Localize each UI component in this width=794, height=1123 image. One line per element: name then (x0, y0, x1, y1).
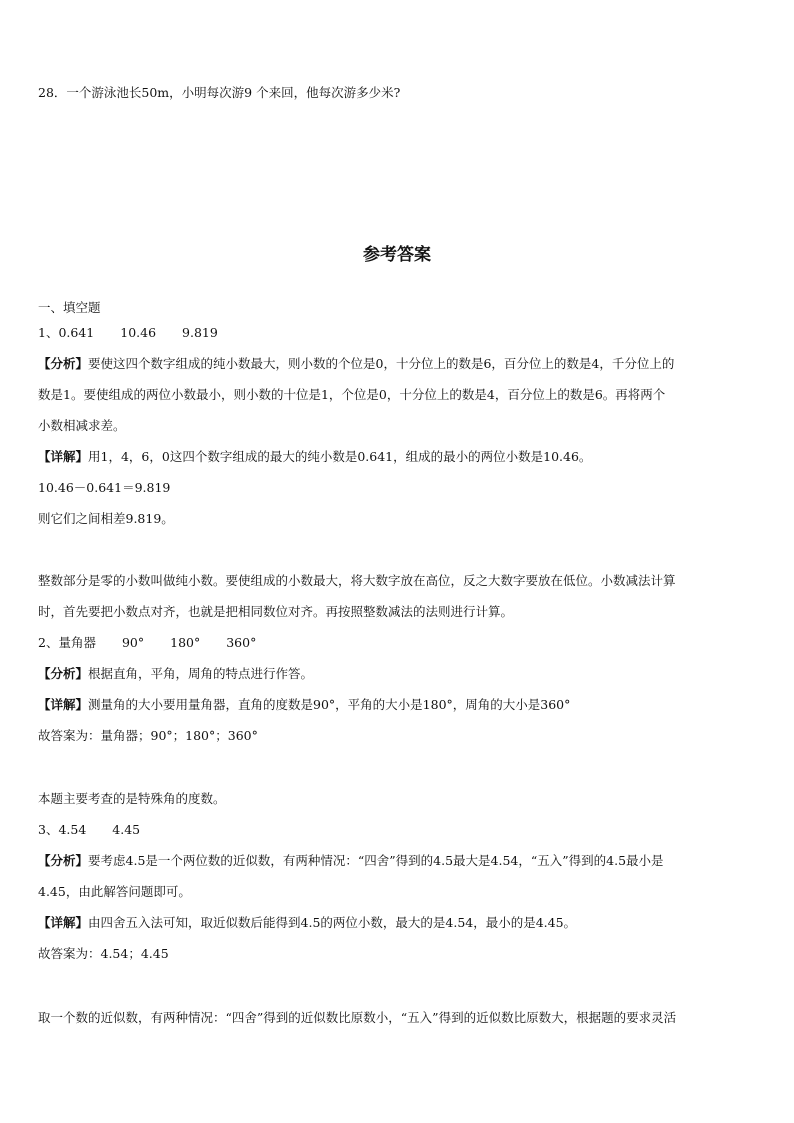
detail-tag: 【详解】 (38, 697, 89, 712)
item-1-analysis-line: 小数相减求差。 (38, 418, 126, 433)
detail-tag: 【详解】 (38, 915, 89, 930)
section-title: 一、填空题 (38, 300, 101, 315)
item-3-detail-line: 【详解】由四舍五入法可知，取近似数后能得到4.5的两位小数，最大的是4.54，最小的是4.45。 (38, 915, 577, 930)
item-3-note-line: 取一个数的近似数，有两种情况：“四舍”得到的近似数比原数小，“五入”得到的近似数比原数大，根据题的要求灵活 (38, 1010, 677, 1025)
item-1-number: 1、 (38, 325, 59, 340)
detail-tag: 【详解】 (38, 449, 89, 464)
item-1-analysis-line: 数是1。要使组成的两位小数最小，则小数的十位是1，个位是0，十分位上的数是4，百分位上的数是6。再将两个 (38, 387, 666, 402)
item-2-note-line: 本题主要考查的是特殊角的度数。 (38, 791, 226, 806)
item-2-answer-part: 90° (121, 635, 145, 650)
analysis-tag: 【分析】 (38, 853, 89, 868)
analysis-tag: 【分析】 (38, 666, 89, 681)
item-1-answer-part: 9.819 (182, 325, 218, 340)
item-3-detail-line: 故答案为：4.54；4.45 (38, 946, 169, 961)
item-1-note-line: 整数部分是零的小数叫做纯小数。要使组成的小数最大，将大数字放在高位，反之大数字要放在低位。小数减法计算 (38, 573, 676, 588)
item-3-analysis-line: 【分析】要考虑4.5是一个两位数的近似数，有两种情况：“四舍”得到的4.5最大是4.54，“五入”得到的4.5最小是 (38, 853, 664, 868)
item-1-note-line: 时，首先要把小数点对齐，也就是把相同数位对齐。再按照整数减法的法则进行计算。 (38, 604, 514, 619)
item-3-analysis-line: 4.45，由此解答问题即可。 (38, 884, 191, 899)
item-3-answer-part: 4.54 (58, 822, 87, 837)
item-2-analysis-line: 【分析】根据直角，平角，周角的特点进行作答。 (38, 666, 314, 681)
item-1-detail-line: 【详解】用1，4，6，0这四个数字组成的最大的纯小数是0.641，组成的最小的两位小数是10.46。 (38, 449, 592, 464)
item-2-answer-part: 量角器 (58, 635, 96, 650)
item-1-answer (38, 325, 756, 341)
item-1-detail-line: 10.46－0.641＝9.819 (38, 480, 171, 495)
question-28: 28．一个游泳池长50m，小明每次游9 个来回，他每次游多少米? (38, 85, 401, 100)
item-2-answer-part: 180° (170, 635, 201, 650)
item-2-answer-part: 360° (226, 635, 257, 650)
item-3-answer-part: 4.45 (112, 822, 141, 837)
item-1-answer-part: 0.641 (58, 325, 95, 340)
item-2-number: 2、 (38, 635, 59, 650)
item-1-detail-line: 则它们之间相差9.819。 (38, 511, 174, 526)
item-2-answer (38, 635, 756, 651)
item-2-detail-line: 【详解】测量角的大小要用量角器，直角的度数是90°，平角的大小是180°，周角的大小是360° (38, 697, 571, 712)
item-3-number: 3、 (38, 822, 59, 837)
item-1-answer-part: 10.46 (120, 325, 157, 340)
answer-title: 参考答案 (363, 245, 431, 265)
item-3-answer (38, 822, 756, 838)
analysis-tag: 【分析】 (38, 356, 89, 371)
item-1-analysis-line: 【分析】要使这四个数字组成的纯小数最大，则小数的个位是0，十分位上的数是6，百分位上的数是4，千分位上的 (38, 356, 675, 371)
item-2-detail-line: 故答案为：量角器；90°；180°；360° (38, 728, 258, 743)
